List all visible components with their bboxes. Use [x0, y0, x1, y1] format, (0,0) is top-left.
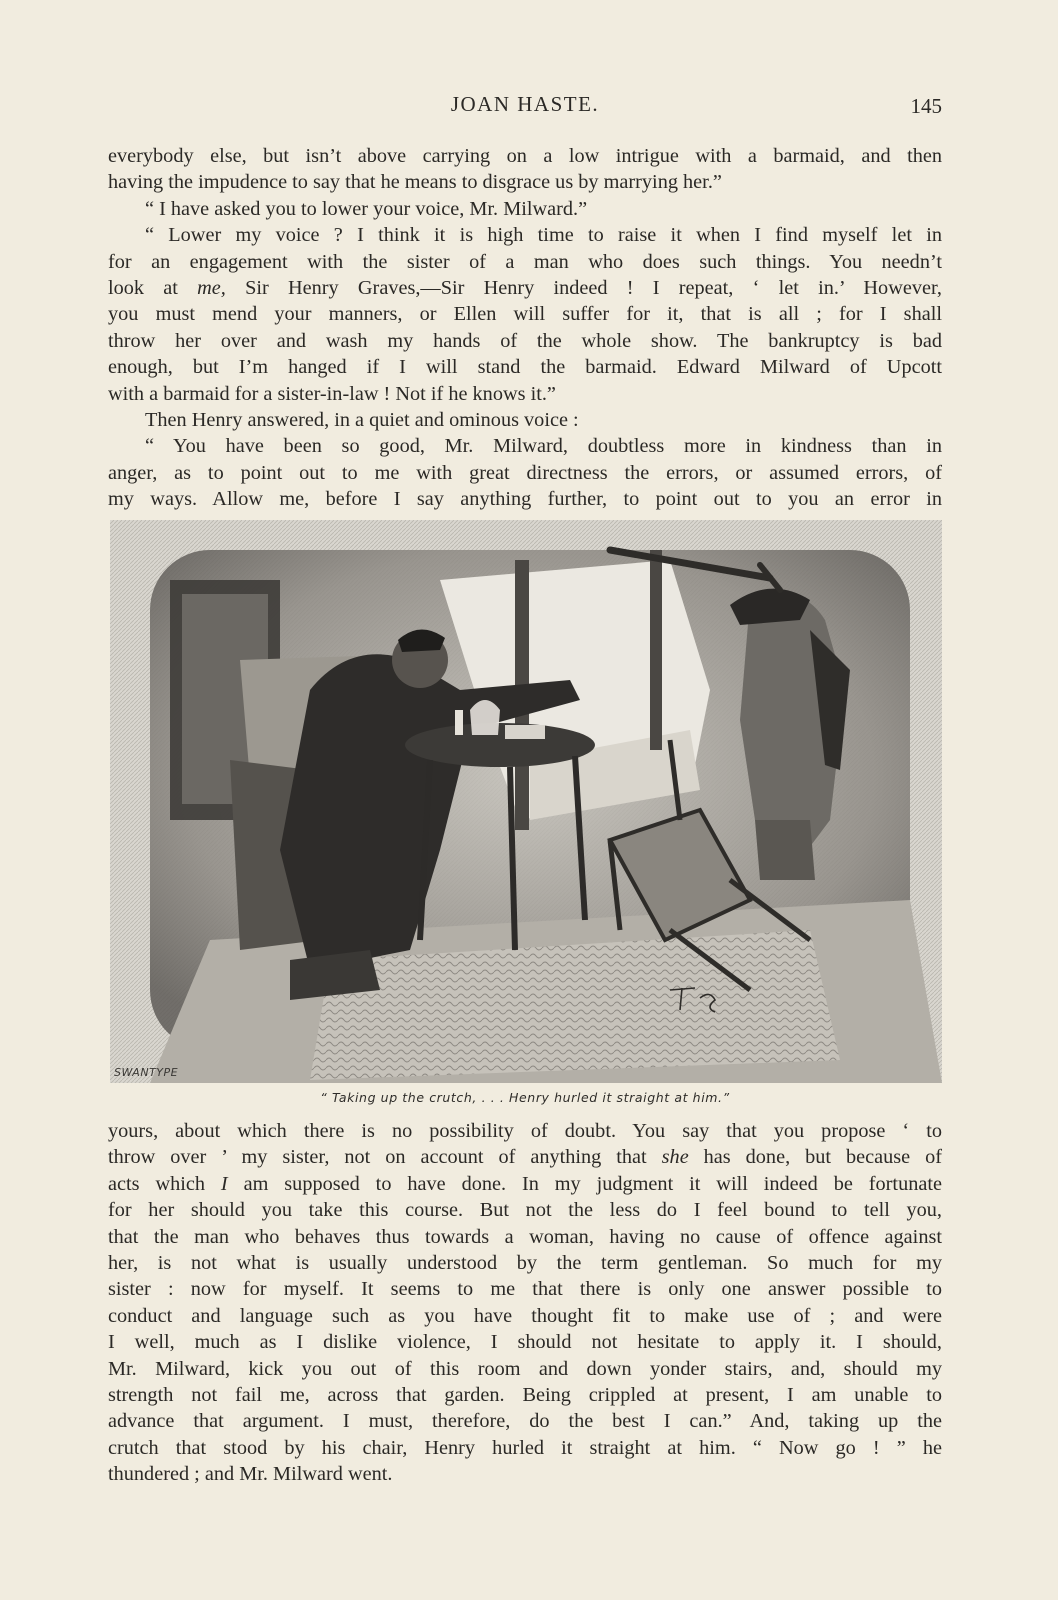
illustration: [110, 520, 942, 1083]
text-line: acts which I am supposed to have done. In my judgment it will indeed be fortunate: [108, 1172, 942, 1195]
text-line: “ I have asked you to lower your voice, Mr. Milward.”: [145, 197, 588, 220]
text-line: yours, about which there is no possibility of doubt. You say that you propose ‘ to: [108, 1120, 942, 1142]
text-line: strength not fail me, across that garden. Being crippled at present, I am unable to: [108, 1383, 942, 1406]
page-number: 145: [910, 94, 942, 118]
text-line: with a barmaid for a sister-in-law ! Not if he knows it.”: [108, 382, 556, 405]
text-line: throw over ’ my sister, not on account of anything that she has done, but because of: [108, 1146, 943, 1169]
engraver-mark: SWANTYPE: [114, 1066, 179, 1079]
text-line: Mr. Milward, kick you out of this room and down yonder stairs, and, should my: [108, 1357, 942, 1380]
text-line: throw her over and wash my hands of the whole show. The bankruptcy is bad: [108, 329, 942, 352]
text-line: I well, much as I dislike violence, I should not hesitate to apply it. I should,: [108, 1331, 942, 1354]
text-line: sister : now for myself. It seems to me that there is only one answer possible to: [108, 1278, 942, 1301]
text-line: anger, as to point out to me with great directness the errors, or assumed errors, of: [108, 461, 942, 484]
running-title: JOAN HASTE.: [450, 92, 600, 116]
running-head: [108, 92, 942, 122]
text-line: for her should you take this course. But not the less do I feel bound to tell you,: [108, 1199, 942, 1222]
text-line: everybody else, but isn’t above carrying on a low intrigue with a barmaid, and then: [108, 145, 942, 167]
upper-text-block: [108, 143, 942, 512]
illustration-engraving: [110, 520, 942, 1083]
text-line: having the impudence to say that he means to disgrace us by marrying her.”: [108, 171, 722, 194]
text-line: “ Lower my voice ? I think it is high time to raise it when I find myself let in: [145, 224, 942, 247]
text-line: for an engagement with the sister of a man who does such things. You needn’t: [108, 250, 942, 273]
text-line: thundered ; and Mr. Milward went.: [108, 1463, 393, 1486]
text-line: you must mend your manners, or Ellen will suffer for it, that is all ; for I shall: [108, 303, 942, 326]
text-line: enough, but I’m hanged if I will stand the barmaid. Edward Milward of Upcott: [108, 356, 942, 379]
text-line: “ You have been so good, Mr. Milward, doubtless more in kindness than in: [145, 435, 942, 458]
text-line: crutch that stood by his chair, Henry hurled it straight at him. “ Now go ! ” he: [108, 1436, 942, 1459]
text-line: her, is not what is usually understood by the term gentleman. So much for my: [108, 1251, 942, 1274]
text-line: conduct and language such as you have thought fit to make use of ; and were: [108, 1304, 942, 1327]
text-line: Then Henry answered, in a quiet and ominous voice :: [145, 408, 579, 431]
text-line: advance that argument. I must, therefore, do the best I can.” And, taking up the: [108, 1410, 942, 1433]
text-line: that the man who behaves thus towards a woman, having no cause of offence against: [108, 1225, 942, 1248]
illustration-caption: “ Taking up the crutch, . . . Henry hurled it straight at him.”: [320, 1090, 730, 1105]
text-line: look at me, Sir Henry Graves,—Sir Henry indeed ! I repeat, ‘ let in.’ However,: [108, 276, 942, 299]
text-line: my ways. Allow me, before I say anything further, to point out to you an error in: [108, 488, 942, 511]
lower-text-block: [108, 1118, 942, 1487]
